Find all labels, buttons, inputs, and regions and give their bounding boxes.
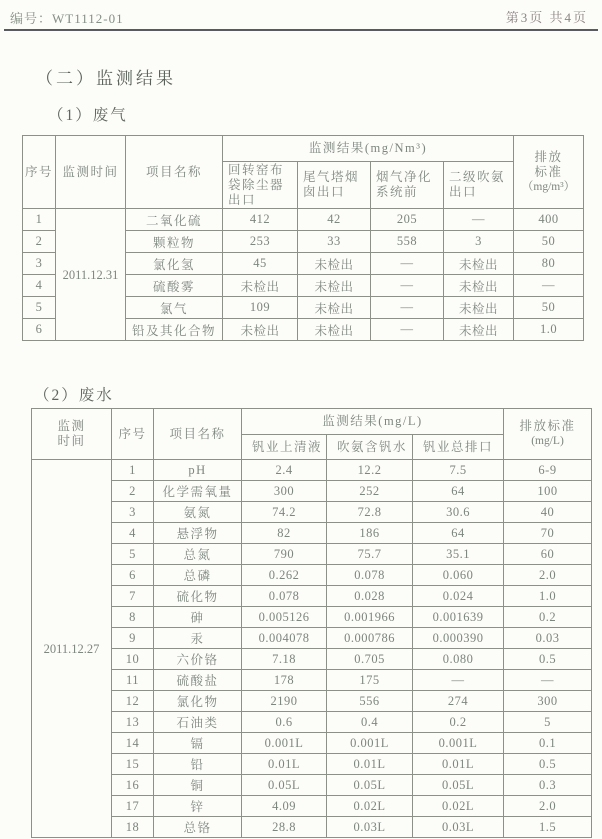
standard-value: 2.0 bbox=[504, 796, 592, 817]
gas-standard-line2: 标准 bbox=[534, 164, 563, 179]
result-value: 35.1 bbox=[413, 544, 504, 565]
row-number: 13 bbox=[112, 712, 154, 733]
result-value: 0.05L bbox=[327, 775, 413, 796]
standard-value: 300 bbox=[504, 691, 592, 712]
item-name: 氨氮 bbox=[154, 502, 242, 523]
item-name: 总铬 bbox=[154, 817, 242, 838]
item-name: 化学需氧量 bbox=[154, 481, 242, 502]
result-value: 205 bbox=[371, 209, 444, 231]
item-name: 铅及其化合物 bbox=[126, 319, 223, 341]
row-number: 1 bbox=[23, 209, 56, 231]
gas-row bbox=[23, 209, 584, 231]
result-value: 64 bbox=[413, 481, 504, 502]
water-row bbox=[32, 649, 592, 670]
row-number: 11 bbox=[112, 670, 154, 691]
row-number: 17 bbox=[112, 796, 154, 817]
result-value: 253 bbox=[223, 231, 298, 253]
item-name: 镉 bbox=[154, 733, 242, 754]
item-name: 氯化氢 bbox=[126, 253, 223, 275]
result-value: — bbox=[444, 209, 514, 231]
standard-value: 6-9 bbox=[504, 460, 592, 481]
item-name: 总氮 bbox=[154, 544, 242, 565]
result-value: — bbox=[371, 275, 444, 297]
result-value: 12.2 bbox=[327, 460, 413, 481]
water-col-standard bbox=[504, 409, 592, 460]
result-value: 未检出 bbox=[223, 275, 298, 297]
result-value: 未检出 bbox=[298, 275, 371, 297]
standard-value: 2.0 bbox=[504, 565, 592, 586]
row-number: 3 bbox=[23, 253, 56, 275]
row-number: 8 bbox=[112, 607, 154, 628]
result-value: 0.078 bbox=[242, 586, 327, 607]
standard-value: 60 bbox=[504, 544, 592, 565]
standard-value: 1.5 bbox=[504, 817, 592, 838]
gas-col-time: 监测时间 bbox=[56, 136, 126, 209]
result-value: — bbox=[413, 670, 504, 691]
item-name: 铅 bbox=[154, 754, 242, 775]
result-value: 790 bbox=[242, 544, 327, 565]
result-value: — bbox=[371, 319, 444, 341]
item-name: 二氧化硫 bbox=[126, 209, 223, 231]
standard-value: 40 bbox=[504, 502, 592, 523]
water-row bbox=[32, 733, 592, 754]
row-number: 2 bbox=[112, 481, 154, 502]
water-row bbox=[32, 565, 592, 586]
water-row bbox=[32, 523, 592, 544]
result-value: 7.18 bbox=[242, 649, 327, 670]
gas-subcol-kiln-outlet: 回转窑布袋除尘器出口 bbox=[223, 162, 298, 209]
result-value: 74.2 bbox=[242, 502, 327, 523]
result-value: 未检出 bbox=[444, 275, 514, 297]
result-value: 0.004078 bbox=[242, 628, 327, 649]
result-value: 未检出 bbox=[298, 253, 371, 275]
result-value: 274 bbox=[413, 691, 504, 712]
water-table bbox=[31, 408, 592, 838]
water-row bbox=[32, 670, 592, 691]
result-value: 0.000786 bbox=[327, 628, 413, 649]
result-value: 0.05L bbox=[242, 775, 327, 796]
monitor-time: 2011.12.27 bbox=[32, 460, 112, 838]
result-value: 未检出 bbox=[444, 319, 514, 341]
result-value: 未检出 bbox=[223, 319, 298, 341]
item-name: 锌 bbox=[154, 796, 242, 817]
item-name: 硫酸雾 bbox=[126, 275, 223, 297]
row-number: 6 bbox=[112, 565, 154, 586]
doc-number: 编号：WT1112-01 bbox=[10, 11, 124, 26]
water-subcol-ammonia-vanadium: 吹氨含钒水 bbox=[327, 435, 413, 460]
standard-value: — bbox=[504, 670, 592, 691]
row-number: 5 bbox=[112, 544, 154, 565]
water-row bbox=[32, 754, 592, 775]
standard-value: 0.5 bbox=[504, 754, 592, 775]
water-row bbox=[32, 712, 592, 733]
gas-col-standard bbox=[514, 136, 584, 209]
result-value: 0.000390 bbox=[413, 628, 504, 649]
gas-subcol-before-purify: 烟气净化系统前 bbox=[371, 162, 444, 209]
result-value: 0.6 bbox=[242, 712, 327, 733]
result-value: 4.09 bbox=[242, 796, 327, 817]
item-name: 氯气 bbox=[126, 297, 223, 319]
result-value: 42 bbox=[298, 209, 371, 231]
item-name: 石油类 bbox=[154, 712, 242, 733]
result-value: 556 bbox=[327, 691, 413, 712]
row-number: 14 bbox=[112, 733, 154, 754]
result-value: 0.01L bbox=[242, 754, 327, 775]
item-name: 硫酸盐 bbox=[154, 670, 242, 691]
water-row bbox=[32, 502, 592, 523]
result-value: 0.028 bbox=[327, 586, 413, 607]
row-number: 5 bbox=[23, 297, 56, 319]
water-col-time-line1: 监测 bbox=[57, 419, 86, 433]
water-col-item: 项目名称 bbox=[154, 409, 242, 460]
result-value: 0.2 bbox=[413, 712, 504, 733]
water-row bbox=[32, 796, 592, 817]
result-value: 178 bbox=[242, 670, 327, 691]
result-value: 28.8 bbox=[242, 817, 327, 838]
result-value: 未检出 bbox=[298, 319, 371, 341]
row-number: 16 bbox=[112, 775, 154, 796]
standard-value: 400 bbox=[514, 209, 584, 231]
row-number: 15 bbox=[112, 754, 154, 775]
section-title: （二）监测结果 bbox=[36, 69, 176, 88]
result-value: 33 bbox=[298, 231, 371, 253]
item-name: 铜 bbox=[154, 775, 242, 796]
result-value: 3 bbox=[444, 231, 514, 253]
gas-col-item: 项目名称 bbox=[126, 136, 223, 209]
result-value: 82 bbox=[242, 523, 327, 544]
result-value: 0.03L bbox=[413, 817, 504, 838]
result-value: 30.6 bbox=[413, 502, 504, 523]
standard-value: 0.1 bbox=[504, 733, 592, 754]
result-value: 0.4 bbox=[327, 712, 413, 733]
monitor-time: 2011.12.31 bbox=[56, 209, 126, 341]
result-value: 558 bbox=[371, 231, 444, 253]
standard-value: 0.3 bbox=[504, 775, 592, 796]
water-row bbox=[32, 817, 592, 838]
gas-standard-line1: 排放 bbox=[534, 149, 563, 164]
row-number: 1 bbox=[112, 460, 154, 481]
row-number: 9 bbox=[112, 628, 154, 649]
result-value: 0.060 bbox=[413, 565, 504, 586]
result-value: 未检出 bbox=[444, 297, 514, 319]
water-row bbox=[32, 586, 592, 607]
gas-col-no: 序号 bbox=[23, 136, 56, 209]
item-name: 总磷 bbox=[154, 565, 242, 586]
item-name: 六价铬 bbox=[154, 649, 242, 670]
result-value: 2190 bbox=[242, 691, 327, 712]
water-standard-unit: (mg/L) bbox=[531, 435, 564, 447]
row-number: 7 bbox=[112, 586, 154, 607]
result-value: — bbox=[371, 297, 444, 319]
result-value: 75.7 bbox=[327, 544, 413, 565]
subsection-water-title: （2）废水 bbox=[34, 387, 114, 404]
result-value: 0.001L bbox=[413, 733, 504, 754]
row-number: 2 bbox=[23, 231, 56, 253]
row-number: 18 bbox=[112, 817, 154, 838]
result-value: 7.5 bbox=[413, 460, 504, 481]
result-value: 0.005126 bbox=[242, 607, 327, 628]
standard-value: 0.2 bbox=[504, 607, 592, 628]
standard-value: 80 bbox=[514, 253, 584, 275]
result-value: 0.262 bbox=[242, 565, 327, 586]
standard-value: 50 bbox=[514, 297, 584, 319]
item-name: 氯化物 bbox=[154, 691, 242, 712]
standard-value: 0.5 bbox=[504, 649, 592, 670]
row-number: 4 bbox=[23, 275, 56, 297]
result-value: 0.001L bbox=[242, 733, 327, 754]
item-name: 砷 bbox=[154, 607, 242, 628]
water-result-group: 监测结果(mg/L) bbox=[242, 409, 504, 435]
water-col-time-line2: 时间 bbox=[57, 434, 86, 448]
standard-value: 5 bbox=[504, 712, 592, 733]
row-number: 6 bbox=[23, 319, 56, 341]
result-value: 175 bbox=[327, 670, 413, 691]
result-value: 0.05L bbox=[413, 775, 504, 796]
standard-value: — bbox=[514, 275, 584, 297]
result-value: 109 bbox=[223, 297, 298, 319]
standard-value: 1.0 bbox=[514, 319, 584, 341]
result-value: 72.8 bbox=[327, 502, 413, 523]
water-row bbox=[32, 481, 592, 502]
result-value: 0.02L bbox=[413, 796, 504, 817]
item-name: 颗粒物 bbox=[126, 231, 223, 253]
item-name: 硫化物 bbox=[154, 586, 242, 607]
result-value: 0.01L bbox=[327, 754, 413, 775]
result-value: 0.001L bbox=[327, 733, 413, 754]
result-value: 未检出 bbox=[298, 297, 371, 319]
result-value: 412 bbox=[223, 209, 298, 231]
water-row bbox=[32, 607, 592, 628]
subsection-gas-title: （1）废气 bbox=[48, 107, 128, 124]
result-value: 0.001639 bbox=[413, 607, 504, 628]
page-indicator: 第3页 共4页 bbox=[505, 10, 588, 25]
item-name: 悬浮物 bbox=[154, 523, 242, 544]
gas-result-group: 监测结果(mg/Nm³) bbox=[223, 136, 514, 162]
result-value: 300 bbox=[242, 481, 327, 502]
water-row bbox=[32, 544, 592, 565]
item-name: 汞 bbox=[154, 628, 242, 649]
standard-value: 70 bbox=[504, 523, 592, 544]
standard-value: 100 bbox=[504, 481, 592, 502]
result-value: 0.080 bbox=[413, 649, 504, 670]
water-subcol-supernatant: 钒业上清液 bbox=[242, 435, 327, 460]
result-value: 0.078 bbox=[327, 565, 413, 586]
item-name: pH bbox=[154, 460, 242, 481]
row-number: 10 bbox=[112, 649, 154, 670]
water-standard-line1: 排放标准 bbox=[519, 419, 576, 433]
standard-value: 50 bbox=[514, 231, 584, 253]
result-value: 2.4 bbox=[242, 460, 327, 481]
result-value: 45 bbox=[223, 253, 298, 275]
gas-standard-unit: （mg/m³） bbox=[521, 180, 576, 193]
header-rule bbox=[4, 29, 598, 31]
result-value: 0.705 bbox=[327, 649, 413, 670]
row-number: 3 bbox=[112, 502, 154, 523]
result-value: 186 bbox=[327, 523, 413, 544]
water-subcol-total-outfall: 钒业总排口 bbox=[413, 435, 504, 460]
standard-value: 1.0 bbox=[504, 586, 592, 607]
result-value: 0.02L bbox=[327, 796, 413, 817]
result-value: 未检出 bbox=[444, 253, 514, 275]
standard-value: 0.03 bbox=[504, 628, 592, 649]
water-row bbox=[32, 628, 592, 649]
result-value: 64 bbox=[413, 523, 504, 544]
row-number: 4 bbox=[112, 523, 154, 544]
result-value: 0.001966 bbox=[327, 607, 413, 628]
result-value: 0.01L bbox=[413, 754, 504, 775]
row-number: 12 bbox=[112, 691, 154, 712]
result-value: 0.03L bbox=[327, 817, 413, 838]
gas-table bbox=[22, 135, 584, 341]
gas-subcol-ammonia-outlet: 二级吹氨出口 bbox=[444, 162, 514, 209]
result-value: — bbox=[371, 253, 444, 275]
water-col-no: 序号 bbox=[112, 409, 154, 460]
water-row bbox=[32, 460, 592, 481]
result-value: 0.024 bbox=[413, 586, 504, 607]
water-row bbox=[32, 691, 592, 712]
result-value: 252 bbox=[327, 481, 413, 502]
gas-subcol-tailgas-stack: 尾气塔烟囱出口 bbox=[298, 162, 371, 209]
water-col-time bbox=[32, 409, 112, 460]
water-row bbox=[32, 775, 592, 796]
